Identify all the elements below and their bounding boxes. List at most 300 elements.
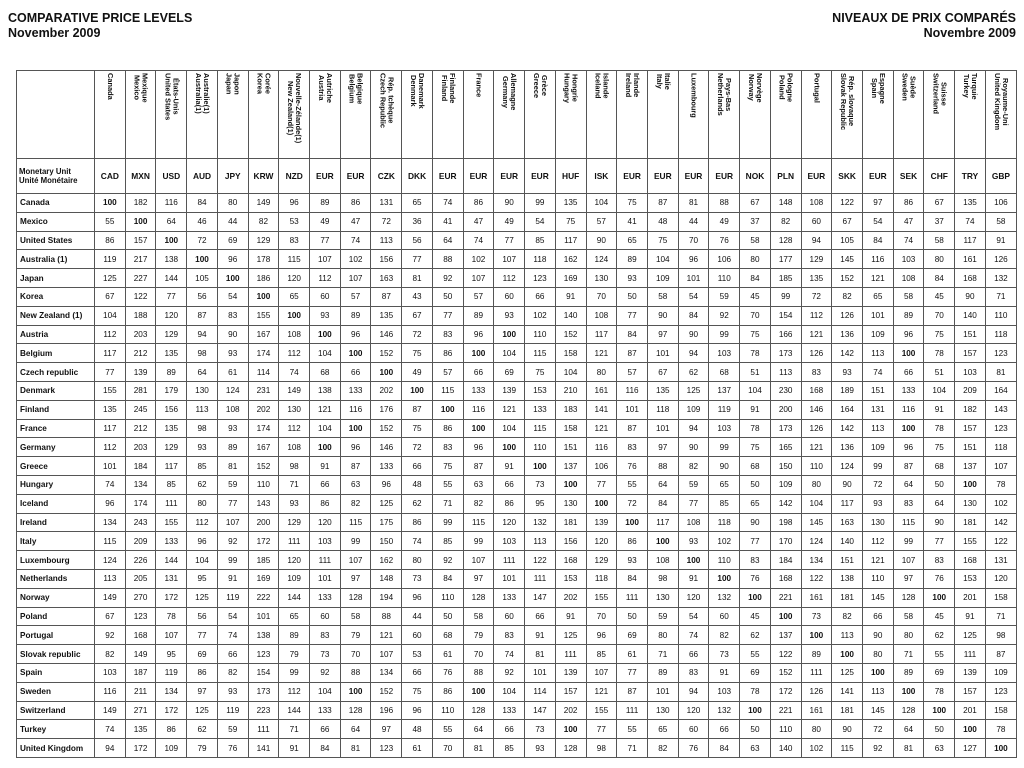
table-cell: 73 (310, 645, 341, 664)
table-cell: 62 (402, 494, 433, 513)
table-cell: 101 (95, 457, 126, 476)
table-cell: 123 (125, 607, 156, 626)
table-cell: 97 (187, 682, 218, 701)
table-cell: 101 (647, 419, 678, 438)
table-cell: 78 (924, 419, 955, 438)
table-cell: 153 (555, 569, 586, 588)
table-cell: 155 (586, 588, 617, 607)
row-label: Belgium (17, 344, 95, 363)
column-header-name: Irlande Ireland (624, 73, 642, 98)
table-cell: 111 (617, 701, 648, 720)
table-cell: 104 (310, 344, 341, 363)
table-cell: 96 (279, 194, 310, 213)
table-row (17, 381, 1017, 400)
table-cell: 121 (371, 626, 402, 645)
table-cell: 64 (340, 720, 371, 739)
table-cell: 119 (217, 701, 248, 720)
table-cell: 55 (432, 720, 463, 739)
table-cell: 71 (279, 475, 310, 494)
table-cell: 37 (924, 212, 955, 231)
table-cell: 100 (862, 663, 893, 682)
table-cell: 121 (862, 551, 893, 570)
table-cell: 155 (248, 306, 279, 325)
table-cell: 68 (924, 457, 955, 476)
table-cell: 64 (187, 363, 218, 382)
table-cell: 113 (371, 231, 402, 250)
table-cell: 74 (402, 532, 433, 551)
column-header (678, 71, 709, 159)
table-cell: 103 (494, 532, 525, 551)
table-cell: 63 (463, 475, 494, 494)
table-cell: 115 (463, 513, 494, 532)
table-cell: 152 (371, 419, 402, 438)
table-cell: 125 (555, 626, 586, 645)
table-cell: 100 (187, 250, 218, 269)
column-header (279, 71, 310, 159)
table-cell: 109 (985, 663, 1016, 682)
table-cell: 188 (125, 306, 156, 325)
table-cell: 105 (832, 231, 863, 250)
table-cell: 107 (893, 551, 924, 570)
table-cell: 124 (832, 457, 863, 476)
table-cell: 99 (862, 457, 893, 476)
table-cell: 137 (709, 381, 740, 400)
table-cell: 202 (555, 701, 586, 720)
table-cell: 155 (955, 532, 986, 551)
table-cell: 125 (371, 494, 402, 513)
table-cell: 107 (217, 513, 248, 532)
row-label: Poland (17, 607, 95, 626)
table-cell: 177 (770, 250, 801, 269)
table-row (17, 250, 1017, 269)
table-cell: 209 (125, 532, 156, 551)
table-cell: 120 (985, 569, 1016, 588)
table-cell: 64 (463, 720, 494, 739)
table-cell: 138 (248, 626, 279, 645)
row-label: New Zealand (1) (17, 306, 95, 325)
table-cell: 107 (463, 551, 494, 570)
table-cell: 99 (340, 532, 371, 551)
table-cell: 133 (525, 400, 556, 419)
table-cell: 221 (770, 701, 801, 720)
table-cell: 58 (463, 607, 494, 626)
table-cell: 122 (770, 645, 801, 664)
table-cell: 202 (371, 381, 402, 400)
table-cell: 101 (647, 344, 678, 363)
table-cell: 133 (310, 701, 341, 720)
table-cell: 75 (432, 457, 463, 476)
table-cell: 59 (217, 475, 248, 494)
table-cell: 91 (678, 569, 709, 588)
table-cell: 109 (647, 269, 678, 288)
table-cell: 196 (371, 701, 402, 720)
row-label: Finland (17, 400, 95, 419)
table-cell: 44 (217, 212, 248, 231)
table-cell: 109 (678, 400, 709, 419)
table-cell: 117 (555, 231, 586, 250)
table-cell: 72 (862, 720, 893, 739)
table-cell: 65 (709, 475, 740, 494)
table-cell: 115 (340, 513, 371, 532)
table-row (17, 344, 1017, 363)
table-cell: 89 (647, 663, 678, 682)
table-cell: 70 (340, 645, 371, 664)
table-cell: 75 (402, 682, 433, 701)
table-cell: 168 (125, 626, 156, 645)
table-cell: 112 (801, 306, 832, 325)
table-cell: 56 (402, 231, 433, 250)
table-cell: 77 (310, 231, 341, 250)
row-label: Iceland (17, 494, 95, 513)
table-cell: 115 (432, 381, 463, 400)
table-cell: 201 (955, 588, 986, 607)
table-cell: 89 (893, 663, 924, 682)
table-cell: 99 (709, 438, 740, 457)
table-cell: 121 (586, 419, 617, 438)
table-cell: 130 (586, 269, 617, 288)
table-body (17, 194, 1017, 758)
table-cell: 123 (985, 682, 1016, 701)
column-header-name: Australie(1) Australia(1) (194, 73, 212, 114)
table-cell: 69 (617, 626, 648, 645)
table-cell: 155 (95, 381, 126, 400)
table-cell: 82 (709, 626, 740, 645)
row-label: Germany (17, 438, 95, 457)
table-cell: 100 (125, 212, 156, 231)
table-cell: 77 (432, 306, 463, 325)
table-cell: 64 (432, 231, 463, 250)
table-cell: 77 (586, 720, 617, 739)
table-cell: 152 (371, 682, 402, 701)
table-cell: 187 (125, 663, 156, 682)
table-cell: 110 (862, 569, 893, 588)
table-cell: 58 (985, 212, 1016, 231)
table-cell: 111 (494, 551, 525, 570)
table-cell: 82 (217, 663, 248, 682)
table-cell: 212 (125, 344, 156, 363)
table-cell: 111 (156, 494, 187, 513)
table-cell: 108 (279, 325, 310, 344)
table-cell: 118 (709, 513, 740, 532)
table-cell: 127 (955, 739, 986, 758)
table-cell: 80 (801, 475, 832, 494)
table-cell: 76 (924, 569, 955, 588)
table-cell: 89 (463, 306, 494, 325)
table-cell: 84 (617, 325, 648, 344)
table-cell: 210 (555, 381, 586, 400)
table-cell: 152 (770, 663, 801, 682)
table-cell: 62 (187, 720, 218, 739)
table-cell: 154 (770, 306, 801, 325)
table-cell: 100 (217, 269, 248, 288)
table-cell: 151 (955, 325, 986, 344)
table-cell: 125 (832, 663, 863, 682)
currency-code: PLN (770, 159, 801, 194)
table-cell: 65 (279, 607, 310, 626)
table-cell: 47 (893, 212, 924, 231)
table-cell: 137 (555, 457, 586, 476)
table-cell: 149 (248, 194, 279, 213)
table-cell: 243 (125, 513, 156, 532)
table-cell: 89 (801, 645, 832, 664)
table-cell: 175 (371, 513, 402, 532)
table-cell: 129 (801, 250, 832, 269)
table-cell: 72 (371, 212, 402, 231)
row-label: Ireland (17, 513, 95, 532)
table-row (17, 588, 1017, 607)
column-header (187, 71, 218, 159)
currency-code: EUR (647, 159, 678, 194)
table-cell: 104 (555, 363, 586, 382)
table-cell: 100 (740, 701, 771, 720)
currency-code: SKK (832, 159, 863, 194)
table-cell: 96 (893, 438, 924, 457)
table-cell: 68 (432, 626, 463, 645)
table-cell: 93 (617, 269, 648, 288)
table-cell: 140 (770, 739, 801, 758)
table-cell: 55 (924, 645, 955, 664)
table-cell: 85 (709, 494, 740, 513)
table-cell: 95 (187, 569, 218, 588)
table-cell: 69 (924, 663, 955, 682)
table-cell: 111 (310, 551, 341, 570)
table-cell: 112 (279, 419, 310, 438)
table-cell: 61 (402, 739, 433, 758)
table-cell: 69 (740, 663, 771, 682)
table-cell: 72 (402, 438, 433, 457)
table-cell: 58 (340, 607, 371, 626)
table-cell: 118 (586, 569, 617, 588)
table-cell: 161 (955, 250, 986, 269)
table-cell: 231 (248, 381, 279, 400)
table-cell: 167 (248, 438, 279, 457)
table-cell: 111 (525, 569, 556, 588)
table-cell: 123 (985, 344, 1016, 363)
table-cell: 104 (494, 682, 525, 701)
column-header (217, 71, 248, 159)
currency-code: SEK (893, 159, 924, 194)
table-cell: 91 (740, 400, 771, 419)
table-cell: 85 (586, 645, 617, 664)
column-header (125, 71, 156, 159)
table-cell: 100 (555, 720, 586, 739)
table-cell: 45 (924, 287, 955, 306)
table-cell: 77 (217, 494, 248, 513)
table-row (17, 194, 1017, 213)
table-cell: 108 (217, 400, 248, 419)
table-cell: 78 (924, 344, 955, 363)
table-cell: 64 (893, 720, 924, 739)
currency-code: TRY (955, 159, 986, 194)
table-cell: 80 (586, 363, 617, 382)
table-cell: 129 (156, 325, 187, 344)
table-cell: 59 (709, 287, 740, 306)
table-cell: 128 (893, 588, 924, 607)
table-cell: 189 (832, 381, 863, 400)
table-cell: 135 (125, 720, 156, 739)
table-cell: 112 (310, 269, 341, 288)
table-cell: 110 (432, 701, 463, 720)
table-cell: 99 (432, 513, 463, 532)
table-cell: 96 (463, 325, 494, 344)
table-cell: 110 (248, 475, 279, 494)
table-cell: 118 (525, 250, 556, 269)
table-cell: 78 (740, 682, 771, 701)
table-cell: 80 (893, 626, 924, 645)
currency-code: EUR (862, 159, 893, 194)
table-cell: 85 (494, 739, 525, 758)
table-cell: 198 (770, 513, 801, 532)
table-cell: 126 (801, 344, 832, 363)
table-cell: 60 (678, 720, 709, 739)
table-cell: 76 (617, 457, 648, 476)
table-cell: 108 (279, 438, 310, 457)
table-cell: 71 (279, 720, 310, 739)
table-cell: 147 (525, 701, 556, 720)
table-cell: 109 (279, 569, 310, 588)
table-cell: 100 (740, 588, 771, 607)
table-cell: 281 (125, 381, 156, 400)
table-row (17, 532, 1017, 551)
row-label: Japan (17, 269, 95, 288)
table-cell: 96 (95, 494, 126, 513)
table-cell: 135 (371, 306, 402, 325)
table-cell: 100 (985, 739, 1016, 758)
table-cell: 164 (832, 400, 863, 419)
table-cell: 102 (801, 739, 832, 758)
table-cell: 103 (955, 363, 986, 382)
table-cell: 146 (371, 438, 402, 457)
table-cell: 78 (985, 720, 1016, 739)
table-cell: 100 (310, 325, 341, 344)
table-cell: 91 (279, 739, 310, 758)
table-cell: 158 (985, 588, 1016, 607)
table-cell: 86 (432, 419, 463, 438)
table-cell: 186 (248, 269, 279, 288)
table-cell: 134 (95, 513, 126, 532)
table-cell: 89 (217, 438, 248, 457)
row-label: United States (17, 231, 95, 250)
table-cell: 100 (525, 457, 556, 476)
table-cell: 116 (463, 400, 494, 419)
table-cell: 97 (371, 720, 402, 739)
table-cell: 87 (985, 645, 1016, 664)
table-cell: 86 (893, 194, 924, 213)
table-cell: 75 (402, 419, 433, 438)
table-cell: 172 (248, 532, 279, 551)
column-header (770, 71, 801, 159)
table-cell: 119 (217, 588, 248, 607)
currency-code: EUR (463, 159, 494, 194)
table-cell: 107 (340, 551, 371, 570)
table-cell: 148 (770, 194, 801, 213)
table-cell: 81 (217, 457, 248, 476)
currency-code: EUR (525, 159, 556, 194)
table-cell: 128 (555, 739, 586, 758)
table-cell: 112 (95, 438, 126, 457)
table-cell: 100 (463, 419, 494, 438)
table-cell: 114 (248, 363, 279, 382)
table-cell: 134 (156, 682, 187, 701)
table-cell: 98 (647, 569, 678, 588)
table-cell: 36 (402, 212, 433, 231)
table-cell: 57 (432, 363, 463, 382)
table-cell: 110 (709, 551, 740, 570)
table-cell: 91 (955, 607, 986, 626)
table-cell: 66 (494, 720, 525, 739)
table-cell: 96 (402, 701, 433, 720)
table-cell: 124 (801, 532, 832, 551)
table-cell: 59 (678, 475, 709, 494)
table-cell: 128 (340, 588, 371, 607)
table-cell: 101 (248, 607, 279, 626)
table-cell: 54 (678, 287, 709, 306)
row-label: Luxembourg (17, 551, 95, 570)
table-cell: 135 (801, 269, 832, 288)
table-cell: 108 (586, 306, 617, 325)
row-label: Switzerland (17, 701, 95, 720)
column-header (924, 71, 955, 159)
table-cell: 133 (371, 457, 402, 476)
table-cell: 140 (832, 532, 863, 551)
table-cell: 110 (432, 588, 463, 607)
table-cell: 108 (801, 194, 832, 213)
table-cell: 92 (494, 663, 525, 682)
table-cell: 41 (617, 212, 648, 231)
table-cell: 118 (985, 325, 1016, 344)
table-cell: 100 (709, 569, 740, 588)
row-label: Spain (17, 663, 95, 682)
table-cell: 83 (801, 363, 832, 382)
table-cell: 128 (770, 231, 801, 250)
table-cell: 90 (586, 231, 617, 250)
table-cell: 125 (678, 381, 709, 400)
table-cell: 121 (586, 344, 617, 363)
table-cell: 144 (279, 588, 310, 607)
table-cell: 60 (494, 287, 525, 306)
table-cell: 65 (647, 720, 678, 739)
table-cell: 74 (95, 475, 126, 494)
table-cell: 143 (248, 494, 279, 513)
column-header (832, 71, 863, 159)
table-cell: 141 (586, 400, 617, 419)
table-cell: 109 (862, 325, 893, 344)
column-header (985, 71, 1016, 159)
table-cell: 167 (248, 325, 279, 344)
table-cell: 183 (555, 400, 586, 419)
table-row (17, 269, 1017, 288)
table-cell: 93 (678, 532, 709, 551)
table-cell: 49 (402, 363, 433, 382)
column-header-name: Italie Italy (654, 73, 672, 90)
table-cell: 83 (678, 663, 709, 682)
table-cell: 146 (801, 400, 832, 419)
table-cell: 73 (525, 475, 556, 494)
table-cell: 77 (617, 663, 648, 682)
table-cell: 150 (770, 457, 801, 476)
table-cell: 70 (924, 306, 955, 325)
table-cell: 174 (125, 494, 156, 513)
table-cell: 70 (678, 231, 709, 250)
table-cell: 89 (279, 626, 310, 645)
table-cell: 75 (924, 438, 955, 457)
row-label: Norway (17, 588, 95, 607)
table-cell: 47 (340, 212, 371, 231)
table-cell: 211 (125, 682, 156, 701)
header-left (8, 11, 192, 41)
column-header-name: Espagne Spain (869, 73, 887, 104)
table-cell: 111 (955, 645, 986, 664)
